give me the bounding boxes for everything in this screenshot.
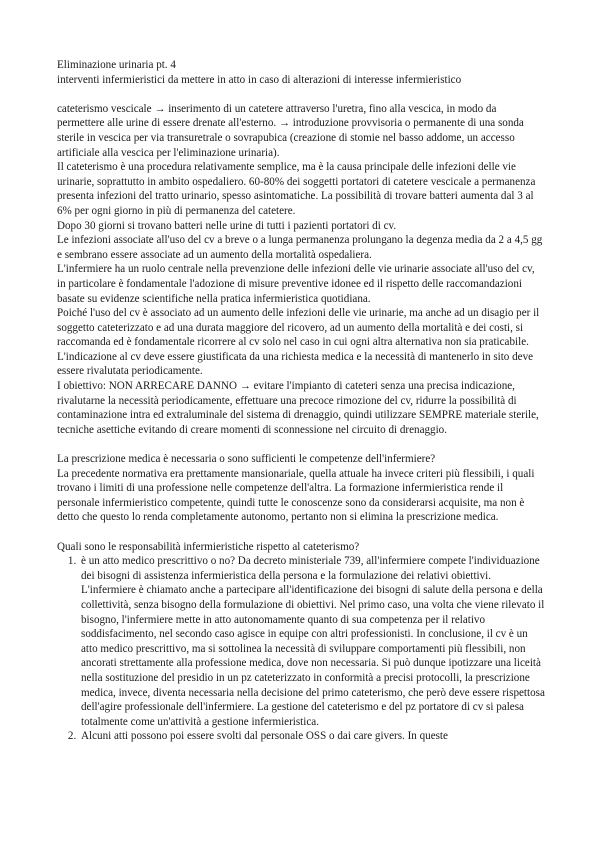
paragraph-gap — [57, 525, 545, 540]
list-item: 1. è un atto medico prescrittivo o no? Da decreto ministeriale 739, all'infermiere compete l'individuazione dei bisogni di assistenza infermieristica della persona e la formulazione dei relativi obiettivi. L'infermiere è chiamato anche a partecipare all'identificazione dei bisogni di salute della persona e della collettività, senza bisogno della formulazione di obiettivi. Nel primo caso, una volta che viene rilevato il bisogno, l'infermiere mette in atto autonomamente quanto di sua competenza per il relativo soddisfacimento, nel secondo caso agisce in equipe con altri professionisti. In conclusione, il cv è un atto medico prescrittivo, ma si sottolinea la necessità di sviluppare comportamenti più flessibili, non ancorati strettamente alla professione medica, dove non necessaria. Si può dunque ipotizzare una liceità nella sostituzione del presidio in un pz cateterizzato in conformità a precisi protocolli, la prescrizione medica, invece, diventa necessaria nella decisione del primo cateterismo, che però deve essere rispettosa dell'agire professionale dell'infermiere. La gestione del cateterismo e del pz portatore di cv si palesa totalmente come un'attività a gestione infermieristica. — [79, 554, 545, 729]
responsibility-list — [57, 554, 545, 744]
paragraph: Il cateterismo è una procedura relativamente semplice, ma è la causa principale delle infezioni delle vie urinarie, soprattutto in ambito ospedaliero. 60-80% dei soggetti portatori di catetere vescicale a permanenza presenta infezioni del tratto urinario, spesso asintomatiche. La possibilità di trovare batteri aumenta dal 3 al 6% per ogni giorno in più di permanenza del catetere. — [57, 161, 536, 217]
paragraph: I obiettivo: NON ARRECARE DANNO → evitare l'impianto di cateteri senza una precisa indicazione, rivalutarne la necessità periodicamente, effettuare una precoce rimozione del cv, ridurre la possibilità di contaminazione intra ed extraluminale del sistema di drenaggio, quindi utilizzare SEMPRE materiale sterile, tecniche asettiche evitando di creare momenti di sconnessione nel circuito di drenaggio. — [57, 380, 539, 436]
question-heading: Quali sono le responsabilità infermieristiche rispetto al cateterismo? — [57, 540, 360, 553]
paragraph: Poiché l'uso del cv è associato ad un aumento delle infezioni delle vie urinarie, ma anche ad un disagio per il soggetto cateterizzato e ad una durata maggiore del ricovero, ad un aumento della mortalità e dei costi, si raccomanda ed è fondamentale ricorrere al cv solo nel caso in cui ogni altra alternativa non sia praticabile. — [57, 307, 540, 349]
list-item: 2. Alcuni atti possono poi essere svolti dal personale OSS o dai care givers. In queste — [79, 729, 545, 744]
paragraph: Dopo 30 giorni si trovano batteri nelle urine di tutti i pazienti portatori di cv. — [57, 219, 397, 232]
paragraph: Le infezioni associate all'uso del cv a breve o a lunga permanenza prolungano la degenza media da 2 a 4,5 gg e sembrano essere associate ad un aumento della mortalità ospedaliera. — [57, 234, 543, 261]
question-heading: La prescrizione medica è necessaria o sono sufficienti le competenze dell'infermiere? — [57, 453, 436, 466]
paragraph-gap — [57, 87, 545, 102]
document-page — [57, 58, 545, 744]
paragraph: L'infermiere ha un ruolo centrale nella prevenzione delle infezioni delle vie urinarie associate all'uso del cv, in particolare è fondamentale l'adozione di misure preventive idonee ed il rispetto delle raccomandazioni basate su evidenze scientifiche nella pratica infermieristica quotidiana. — [57, 263, 535, 305]
paragraph: L'indicazione al cv deve essere giustificata da una richiesta medica e la necessità di mantenerlo in sito deve essere rivalutata periodicamente. — [57, 350, 534, 378]
document-subtitle: interventi infermieristici da mettere in atto in caso di alterazioni di interesse infermieristico — [57, 73, 462, 86]
document-title: Eliminazione urinaria pt. 4 — [57, 59, 176, 71]
paragraph: cateterismo vescicale → inserimento di un catetere attraverso l'uretra, fino alla vescica, in modo da permettere alle urine di essere drenate all'esterno. → introduzione provvisoria o permanente di una sonda sterile in vescica per via transuretrale o sovrapubica (creazione di stomie nel basso addome, un accesso artificiale alla vescica per l'eliminazione urinaria). — [57, 102, 524, 159]
paragraph-gap — [57, 437, 545, 452]
paragraph: La precedente normativa era prettamente mansionariale, quella attuale ha invece criteri più flessibili, i quali trovano i limiti di una professione nelle competenze dell'altra. La formazione infermieristica rende il personale infermieristico competente, quindi tutte le conoscenze sono da considerarsi acquisite, ma non è detto che questo lo renda completamente autonomo, pertanto non si elimina la prescrizione medica. — [57, 467, 535, 524]
